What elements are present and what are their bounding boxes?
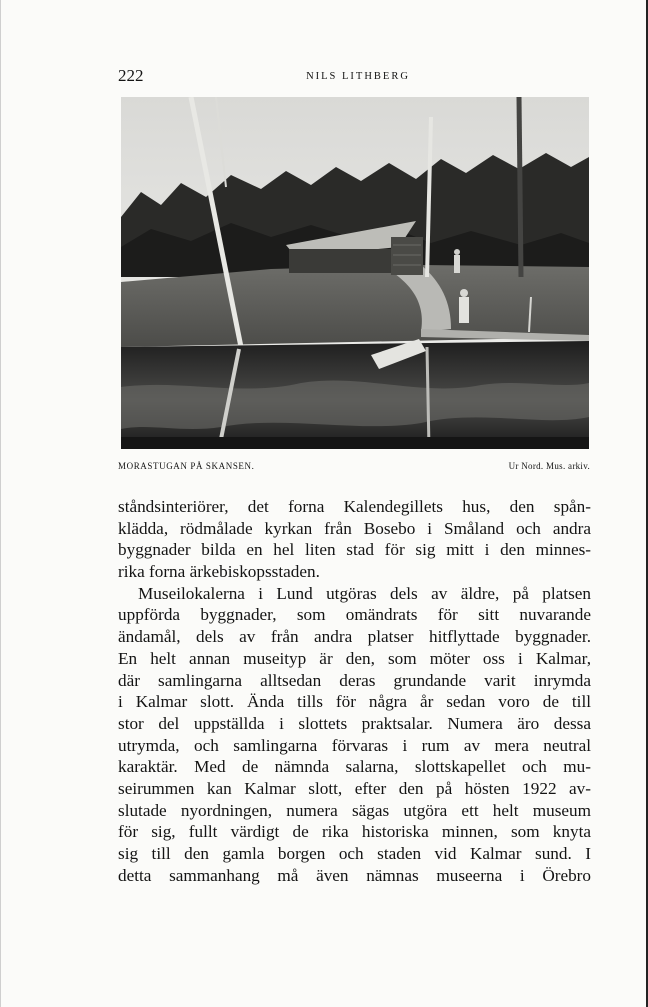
photo-illustration xyxy=(121,97,589,449)
text-line: ändamål, dels av från andra platser hitflyttade byggnader. xyxy=(118,627,591,647)
figure-credit: Ur Nord. Mus. arkiv. xyxy=(508,461,590,471)
body-text xyxy=(118,496,591,886)
text-line: uppförda byggnader, som omändrats för sitt nuvarande xyxy=(118,605,591,625)
text-line: rika forna ärkebiskopsstaden. xyxy=(118,562,320,582)
text-line: utrymda, och samlingarna förvaras i rum av mera neutral xyxy=(118,735,591,755)
text-line: En helt annan museityp är den, som möter oss i Kalmar, xyxy=(118,648,591,668)
text-line: klädda, rödmålade kyrkan från Bosebo i Småland och andra xyxy=(118,518,591,538)
text-line: där samlingarna alltsedan deras grundande varit inrymda xyxy=(118,670,591,690)
text-line: slutade nyordningen, numera sägas utgöra ett helt museum xyxy=(118,800,591,820)
text-line: Museilokalerna i Lund utgöras dels av äldre, på platsen xyxy=(138,583,591,603)
running-head: NILS LITHBERG xyxy=(306,71,410,82)
page-number: 222 xyxy=(118,66,144,85)
text-line: seirummen kan Kalmar slott, efter den på hösten 1922 av- xyxy=(118,778,591,798)
text-line: detta sammanhang må även nämnas museerna i Örebro xyxy=(118,865,591,885)
page-header xyxy=(118,66,590,86)
text-line: stor del uppställda i slottets praktsalar. Numera äro dessa xyxy=(118,713,591,733)
figure-caption-row xyxy=(118,461,590,475)
text-line: karaktär. Med de nämnda salarna, slottskapellet och mu- xyxy=(118,757,591,777)
text-line: för sig, fullt värdigt de rika historiska minnen, som knyta xyxy=(118,822,591,842)
text-line: i Kalmar slott. Ända tills för några år sedan voro de till xyxy=(118,692,591,712)
text-line: byggnader bilda en hel liten stad för sig mitt i den minnes- xyxy=(118,540,591,560)
page-edge-left xyxy=(0,0,1,1007)
figure-caption: MORASTUGAN PÅ SKANSEN. xyxy=(118,461,255,471)
text-line: ståndsinteriörer, det forna Kalendegillets hus, den spån- xyxy=(118,497,591,516)
text-line: sig till den gamla borgen och staden vid Kalmar sund. I xyxy=(118,844,591,863)
photograph-morastugan xyxy=(121,97,589,449)
